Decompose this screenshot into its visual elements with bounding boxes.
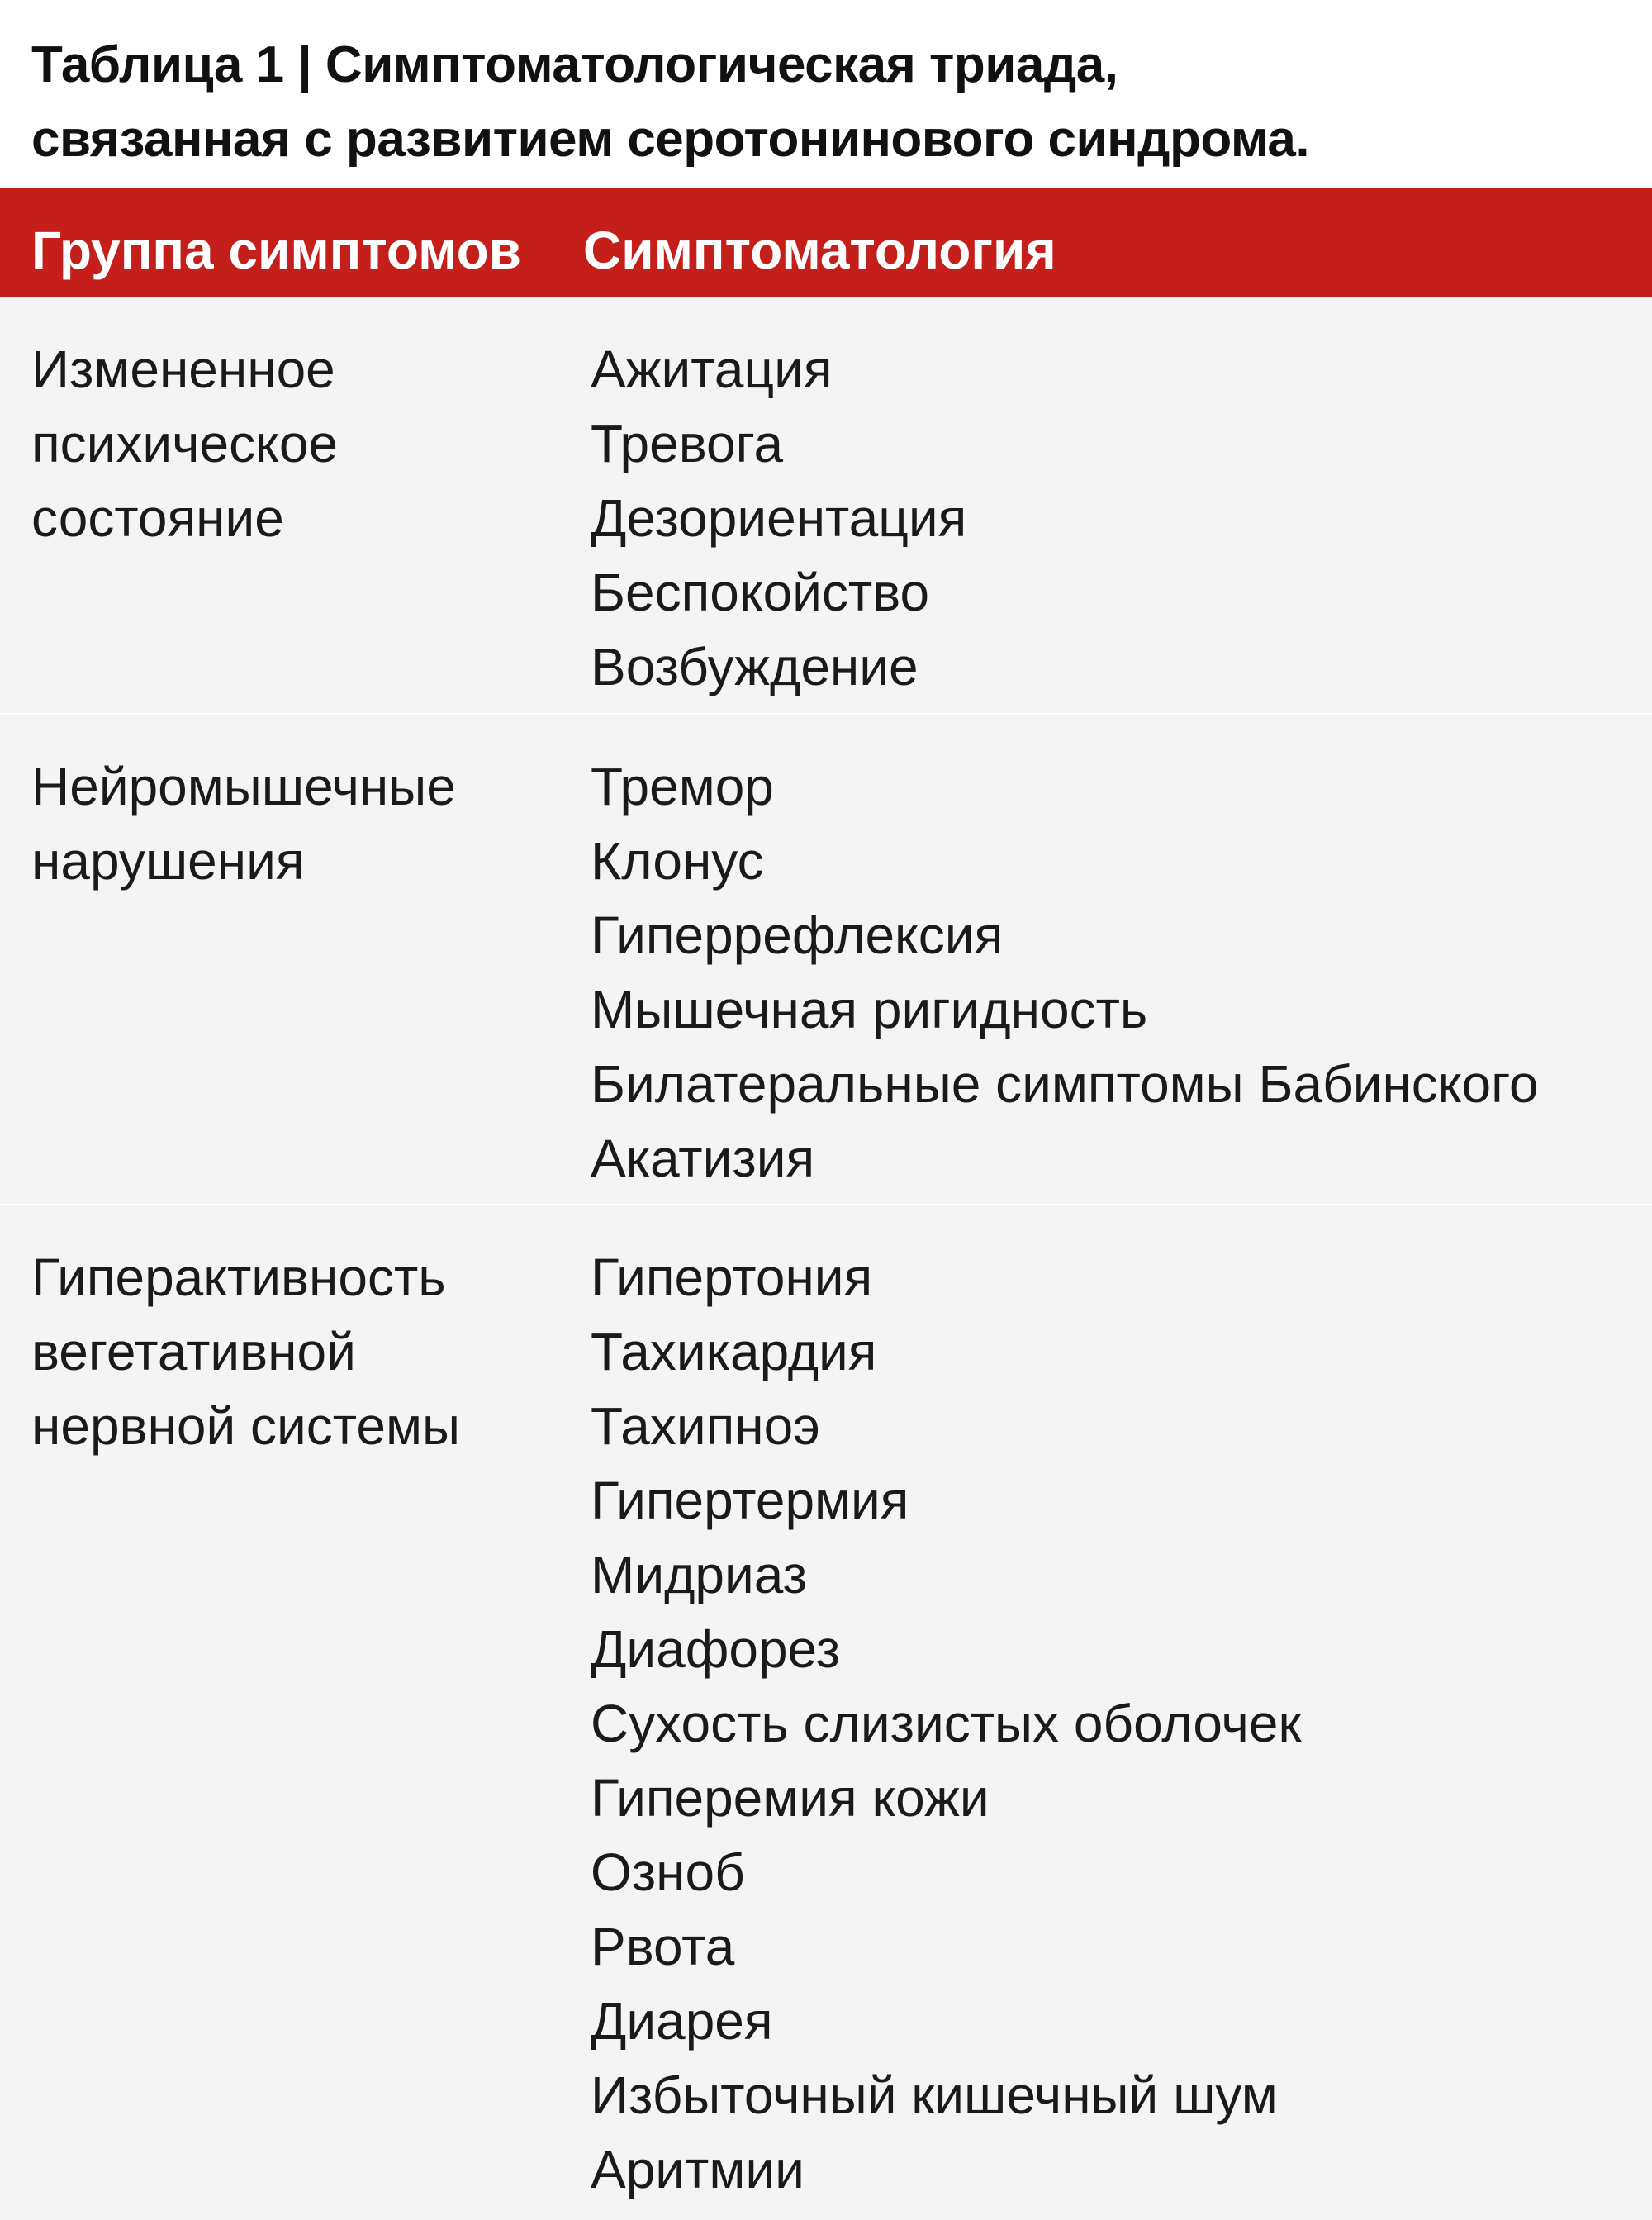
symptom-item: Тахипноэ	[591, 1396, 820, 1456]
group-text-line: Гиперактивность	[31, 1248, 446, 1307]
symptom-item: Тахикардия	[591, 1322, 877, 1381]
symptom-table	[0, 188, 1652, 2220]
caption-line-2: связанная с развитием серотонинового синдрома.	[31, 111, 1310, 168]
table-row	[0, 297, 1652, 715]
symptom-list	[591, 1240, 1640, 2207]
header-symptoms-column: Симптоматология	[583, 221, 1056, 280]
header-group-column: Группа симптомов	[31, 221, 521, 280]
symptom-group-cell	[31, 749, 560, 898]
symptom-item: Тремор	[591, 757, 774, 816]
table-header	[0, 188, 1652, 297]
symptom-item: Дезориентация	[591, 488, 967, 548]
symptom-list	[591, 332, 1640, 704]
symptom-item: Гипертермия	[591, 1471, 909, 1530]
group-text-line: психическое	[31, 414, 338, 473]
symptom-group-cell	[31, 332, 560, 555]
group-text-line: Измененное	[31, 340, 335, 399]
symptom-item: Сухость слизистых оболочек	[591, 1694, 1302, 1753]
symptom-item: Гиперрефлексия	[591, 906, 1004, 965]
symptom-item: Гиперемия кожи	[591, 1768, 990, 1828]
symptom-item: Рвота	[591, 1917, 735, 1976]
group-text-line: Нейромышечные	[31, 757, 456, 816]
symptom-item: Ажитация	[591, 340, 833, 399]
table-row	[0, 1205, 1652, 2220]
symptom-item: Аритмии	[591, 2140, 805, 2199]
symptom-item: Мидриаз	[591, 1545, 807, 1604]
group-text-line: вегетативной	[31, 1322, 356, 1381]
symptom-item: Гипертония	[591, 1248, 873, 1307]
group-text-line: состояние	[31, 488, 284, 548]
group-text-line: нервной системы	[31, 1396, 460, 1456]
symptom-item: Возбуждение	[591, 637, 919, 696]
symptom-list	[591, 749, 1640, 1196]
symptom-item: Клонус	[591, 831, 764, 891]
table-caption	[31, 28, 1617, 177]
symptom-item: Билатеральные симптомы Бабинского	[591, 1054, 1539, 1114]
symptom-item: Беспокойство	[591, 563, 930, 622]
caption-line-1: Таблица 1 | Симптоматологическая триада,	[31, 36, 1118, 93]
symptom-item: Мышечная ригидность	[591, 980, 1148, 1039]
table-row	[0, 715, 1652, 1205]
symptom-item: Избыточный кишечный шум	[591, 2066, 1278, 2125]
symptom-group-cell	[31, 1240, 560, 1463]
symptom-item: Диарея	[591, 1991, 773, 2051]
symptom-item: Диафорез	[591, 1619, 841, 1679]
symptom-item: Озноб	[591, 1842, 745, 1902]
group-text-line: нарушения	[31, 831, 305, 891]
symptom-item: Тревога	[591, 414, 784, 473]
symptom-item: Акатизия	[591, 1129, 815, 1188]
